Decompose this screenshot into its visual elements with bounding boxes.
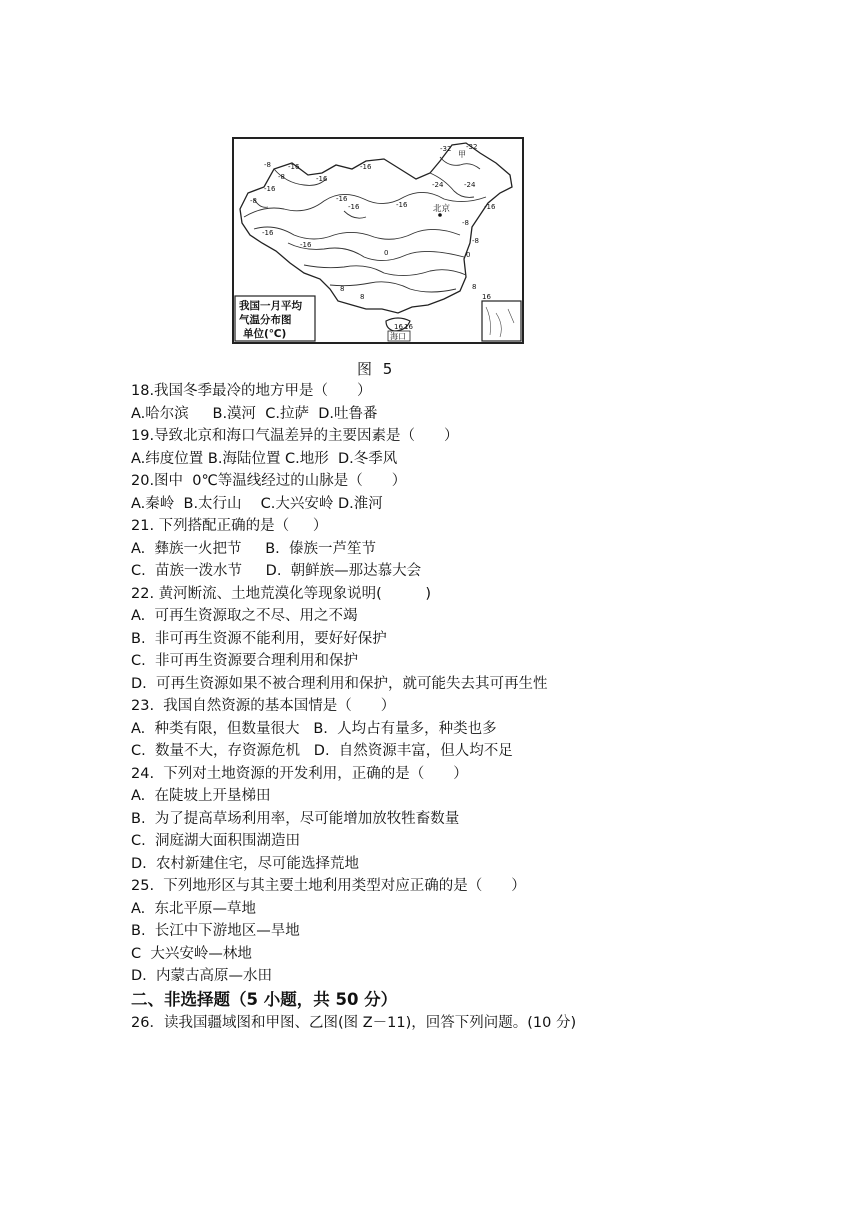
question-line: D. 内蒙古高原—水田 [131,968,272,984]
isotherm-label: 8 [340,285,345,293]
beijing-label: 北京 [433,204,451,214]
isotherm-label: 16 [482,293,491,301]
question-line: A.哈尔滨 B.漠河 C.拉萨 D.吐鲁番 [131,405,378,422]
question-line: 20.图中 0℃等温线经过的山脉是（ ） [131,473,407,489]
question-line: C. 非可再生资源要合理利用和保护 [131,653,358,669]
jia-label: 甲 [458,150,466,159]
isotherm-label: 0 [384,249,389,257]
question-line: A. 在陡坡上开垦梯田 [131,788,271,804]
section-heading: 二、非选择题（5 小题，共 50 分） [131,989,398,1009]
isotherm-label: 8 [360,293,365,301]
isotherm-label: -8 [462,219,469,227]
question-line: A.秦岭 B.太行山 C.大兴安岭 D.淮河 [131,495,383,512]
question-line: 23. 我国自然资源的基本国情是（ ） [131,698,396,714]
legend-line-2: 气温分布图 [239,314,292,326]
isotherm-label: -8 [278,173,285,181]
question-line: 18.我国冬季最冷的地方甲是（ ） [131,383,372,399]
question-line: C. 数量不大，存资源危机 D. 自然资源丰富，但人均不足 [131,743,513,759]
isotherm-label: -24 [464,181,476,189]
question-line: A. 种类有限，但数量很大 B. 人均占有量多，种类也多 [131,720,497,737]
question-line: A. 彝族一火把节 B. 傣族一芦笙节 [131,540,376,557]
figure-caption: 图 5 [357,360,396,378]
question-line: 25. 下列地形区与其主要土地利用类型对应正确的是（ ） [131,878,526,894]
isotherm-label: -24 [432,181,444,189]
question-line: 22. 黄河断流、土地荒漠化等现象说明( ) [131,585,431,602]
isotherm-label: 16 [394,323,403,331]
question-line: D. 农村新建住宅，尽可能选择荒地 [131,855,359,872]
question-line: A. 东北平原—草地 [131,900,256,917]
isotherm-label: -16 [264,185,276,193]
isotherm-label: -16 [300,241,312,249]
isotherm-label: -16 [288,163,300,171]
question-line: 19.导致北京和海口气温差异的主要因素是（ ） [131,428,459,444]
isotherm-label: -32 [466,143,478,151]
question-line: C 大兴安岭—林地 [131,945,252,962]
question-line: C. 苗族一泼水节 D. 朝鲜族—那达慕大会 [131,563,422,579]
isotherm-label: 0 [466,251,471,259]
isotherm-label: -16 [348,203,360,211]
question-26: 26．读我国疆域图和甲图、乙图(图 Z－11)，回答下列问题。(10 分) [131,1014,577,1031]
question-line: D. 可再生资源如果不被合理利用和保护，就可能失去其可再生性 [131,675,548,692]
south-china-sea-inset [482,301,521,341]
question-line: C. 洞庭湖大面积围湖造田 [131,833,300,849]
china-january-temperature-map [232,137,524,344]
isotherm-label: -16 [316,175,328,183]
isotherm-label: -16 [262,229,274,237]
question-line: A. 可再生资源取之不尽、用之不竭 [131,608,358,624]
legend-line-1: 我国一月平均 [239,300,302,312]
isotherm-label: -8 [250,197,257,205]
question-line: B. 长江中下游地区—旱地 [131,923,300,939]
isotherm-label: -16 [360,163,372,171]
question-line: B. 为了提高草场利用率，尽可能增加放牧牲畜数量 [131,810,460,827]
isotherm-label: 16 [404,323,413,331]
question-list [131,380,771,1034]
question-line: A.纬度位置 B.海陆位置 C.地形 D.冬季风 [131,450,398,467]
question-line: B. 非可再生资源不能利用，要好好保护 [131,630,387,647]
haikou-label: 海口 [390,332,406,341]
legend-line-3: 单位(℃) [243,328,287,340]
isotherm-label: -8 [264,161,271,169]
question-line: 21. 下列搭配正确的是（ ） [131,518,328,534]
isotherm-label: -16 [484,203,496,211]
isotherm-label: -16 [336,195,348,203]
isotherm-label: -32 [440,145,452,153]
isotherm-label: -8 [472,237,479,245]
isotherm-label: -16 [396,201,408,209]
isotherm-label: 8 [472,283,477,291]
question-line: 24. 下列对土地资源的开发利用，正确的是（ ） [131,765,468,782]
